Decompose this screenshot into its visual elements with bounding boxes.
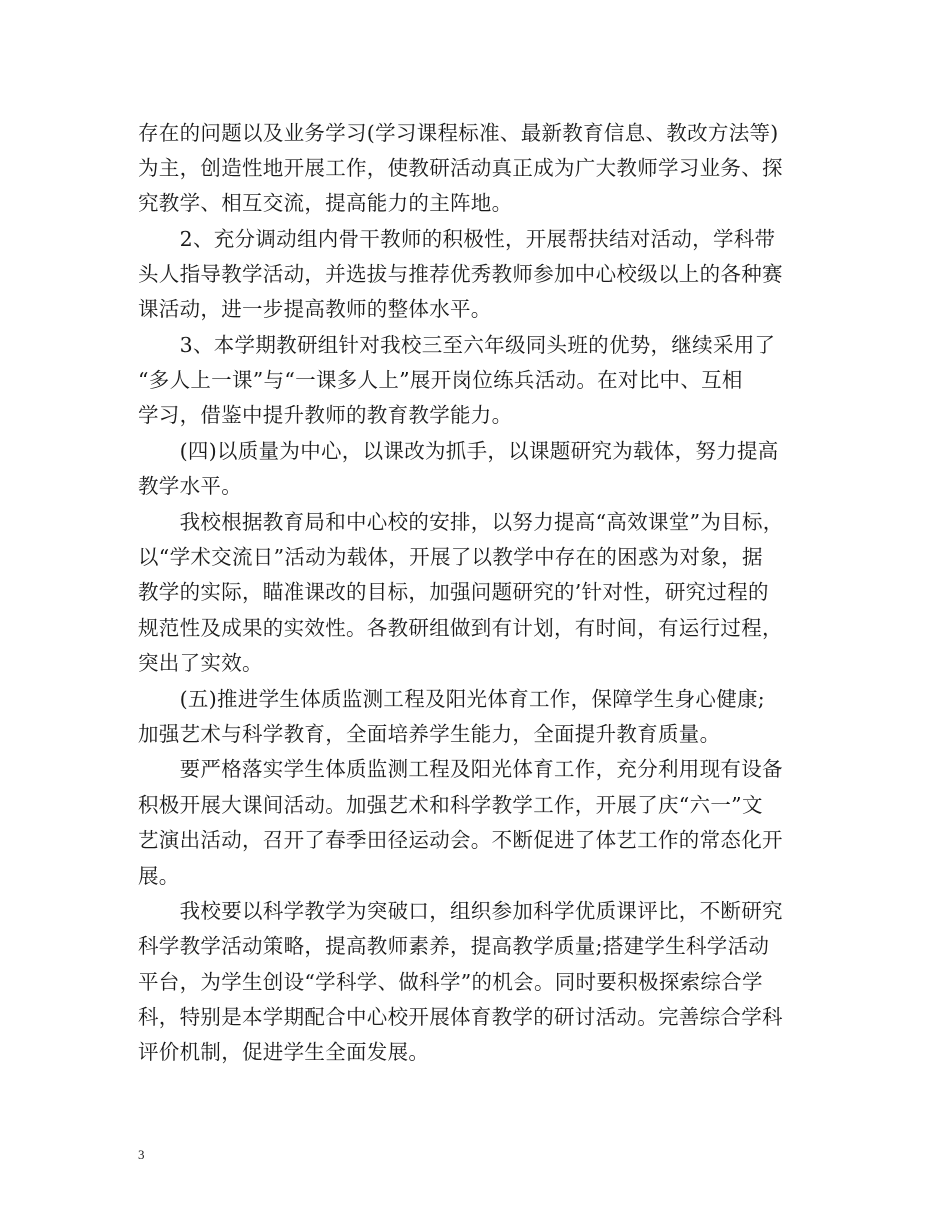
- text-line: 教学的实际，瞄准课改的目标，加强问题研究的’针对性，研究过程的: [138, 580, 769, 604]
- text-line: 2、充分调动组内骨干教师的积极性，开展帮扶结对活动，学科带: [138, 227, 776, 251]
- text-line: 积极开展大课间活动。加强艺术和科学教学工作，开展了庆“六一”文: [138, 793, 763, 817]
- text-line: 学习，借鉴中提升教师的教育教学能力。: [138, 403, 513, 427]
- text-line: 评价机制，促进学生全面发展。: [138, 1040, 430, 1064]
- text-line: 我校根据教育局和中心校的安排，以努力提高“高效课堂”为目标，: [138, 510, 784, 534]
- text-line: 科，特别是本学期配合中心校开展体育教学的研讨活动。完善综合学科: [138, 1005, 783, 1029]
- page-number: 3: [138, 1147, 145, 1162]
- text-line: 加强艺术与科学教育，全面培养学生能力，全面提升教育质量。: [138, 722, 721, 746]
- text-line: (五)推进学生体质监测工程及阳光体育工作，保障学生身心健康;: [138, 687, 766, 711]
- text-line: 为主，创造性地开展工作，使教研活动真正成为广大教师学习业务、探: [138, 156, 783, 180]
- text-line: 展。: [138, 864, 180, 888]
- text-line: “多人上一课”与“一课多人上”展开岗位练兵活动。在对比中、互相: [138, 368, 743, 392]
- text-line: 头人指导教学活动，并选拔与推荐优秀教师参加中心校级以上的各种赛: [138, 262, 783, 286]
- text-line: 存在的问题以及业务学习(学习课程标准、最新教育信息、教改方法等): [138, 121, 779, 145]
- text-line: 以“学术交流日”活动为载体，开展了以教学中存在的困惑为对象，据: [138, 545, 763, 569]
- text-line: 艺演出活动，召开了春季田径运动会。不断促进了体艺工作的常态化开: [138, 828, 783, 852]
- text-line: 我校要以科学教学为突破口，组织参加科学优质课评比，不断研究: [138, 899, 783, 923]
- text-line: 教学水平。: [138, 474, 242, 498]
- text-line: 课活动，进一步提高教师的整体水平。: [138, 297, 492, 321]
- text-line: 科学教学活动策略，提高教师素养，提高教学质量;搭建学生科学活动: [138, 934, 770, 958]
- text-line: 3、本学期教研组针对我校三至六年级同头班的优势，继续采用了: [138, 333, 776, 357]
- text-line: (四)以质量为中心，以课改为抓手，以课题研究为载体，努力提高: [138, 439, 779, 463]
- text-line: 究教学、相互交流，提高能力的主阵地。: [138, 191, 513, 215]
- text-line: 突出了实效。: [138, 651, 263, 675]
- text-line: 规范性及成果的实效性。各教研组做到有计划，有时间，有运行过程，: [138, 616, 783, 640]
- text-line: 要严格落实学生体质监测工程及阳光体育工作，充分利用现有设备: [138, 757, 783, 781]
- text-line: 平台，为学生创设“学科学、做科学”的机会。同时要积极探索综合学: [138, 970, 763, 994]
